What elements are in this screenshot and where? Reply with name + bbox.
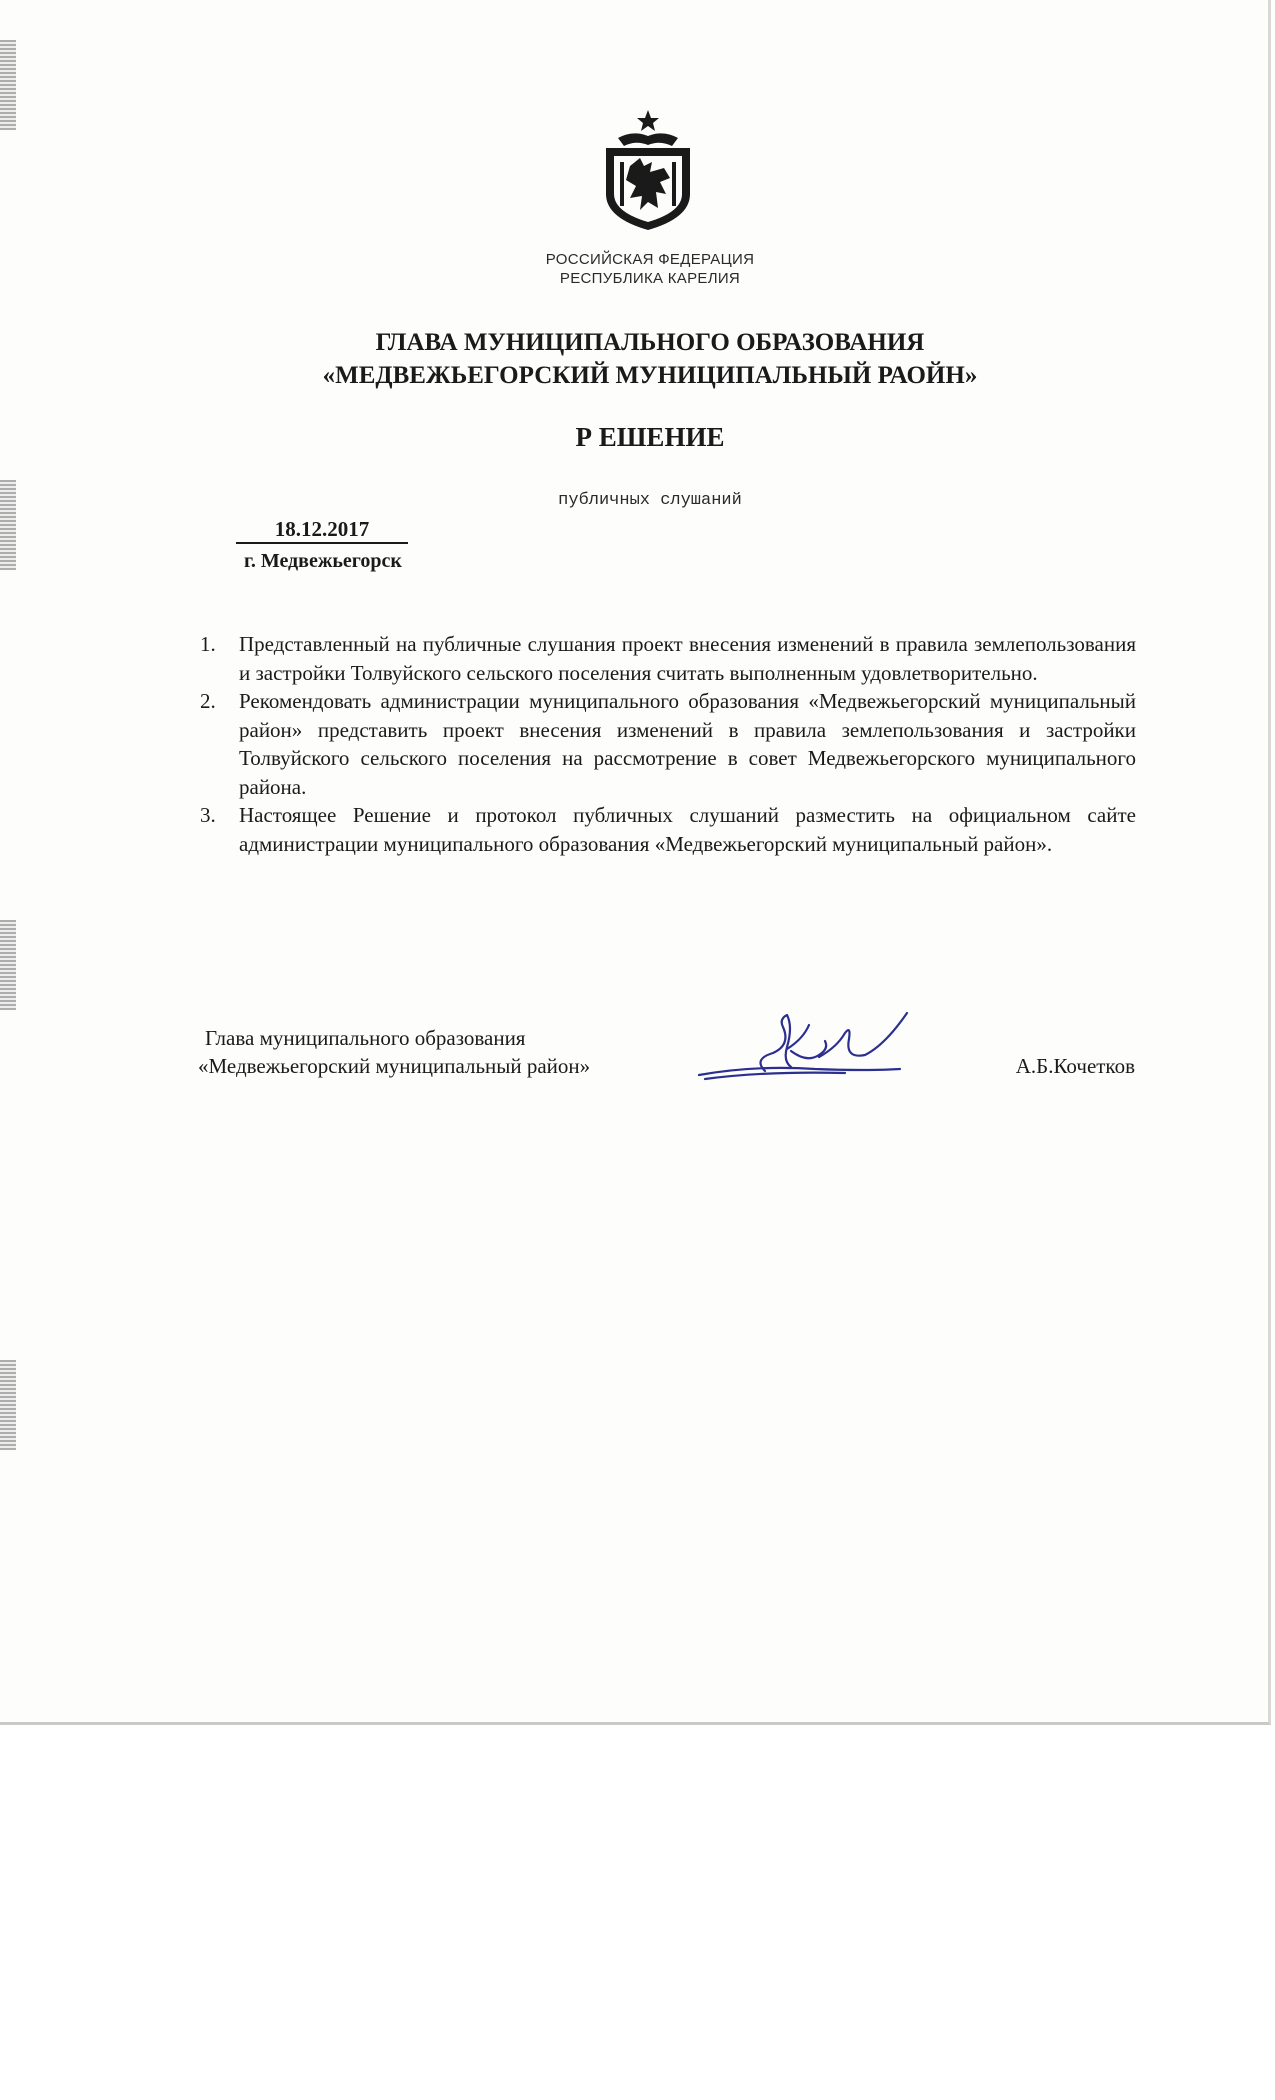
document-place: г. Медвежьегорск xyxy=(244,550,402,572)
state-line-federation: РОССИЙСКАЯ ФЕДЕРАЦИЯ xyxy=(545,251,755,268)
decision-item-text: Рекомендовать администрации муниципального образования «Медвежьегорский муниципальный район» представить проект внесения изменений в правила землепользования и застройки Толвуйского сельского поселения на рассмотрение в совет Медвежьегорского муниципального района. xyxy=(239,689,1136,799)
decision-item-number: 3. xyxy=(200,803,216,827)
scan-edge-mark xyxy=(0,1360,16,1450)
state-line-republic: РЕСПУБЛИКА КАРЕЛИЯ xyxy=(559,270,741,287)
decision-item xyxy=(200,630,1136,687)
decision-items-list xyxy=(200,630,1136,858)
scan-edge-mark xyxy=(0,40,16,130)
signatory-role xyxy=(198,1024,678,1080)
scan-edge-mark xyxy=(0,920,16,1010)
issuer-heading-line1: ГЛАВА МУНИЦИПАЛЬНОГО ОБРАЗОВАНИЯ xyxy=(375,329,925,356)
state-affiliation xyxy=(500,250,800,288)
karelia-coat-of-arms-icon xyxy=(600,108,696,232)
decision-item-text: Представленный на публичные слушания проект внесения изменений в правила землепользования и застройки Толвуйского сельского поселения считать выполненным удовлетворительно. xyxy=(239,632,1136,685)
signatory-role-line1: Глава муниципального образования xyxy=(205,1026,526,1050)
issuer-heading-line2: «МЕДВЕЖЬЕГОРСКИЙ МУНИЦИПАЛЬНЫЙ РАОЙН» xyxy=(322,362,978,389)
handwritten-signature xyxy=(695,1005,935,1089)
decision-item-number: 2. xyxy=(200,689,216,713)
signatory-role-line2: «Медвежьегорский муниципальный район» xyxy=(198,1054,591,1078)
document-type-title: Р ЕШЕНИЕ xyxy=(575,422,725,452)
issuer-heading xyxy=(237,326,1063,392)
decision-item xyxy=(200,687,1136,801)
signatory-name: А.Б.Кочетков xyxy=(1015,1054,1135,1078)
decision-item-number: 1. xyxy=(200,632,216,656)
decision-item-text: Настоящее Решение и протокол публичных слушаний разместить на официальном сайте администрации муниципального образования «Медвежьегорский муниципальный район». xyxy=(239,803,1136,856)
scan-edge-mark xyxy=(0,480,16,570)
document-date: 18.12.2017 xyxy=(236,516,408,544)
document-subject: публичных слушаний xyxy=(558,491,742,510)
decision-item xyxy=(200,801,1136,858)
